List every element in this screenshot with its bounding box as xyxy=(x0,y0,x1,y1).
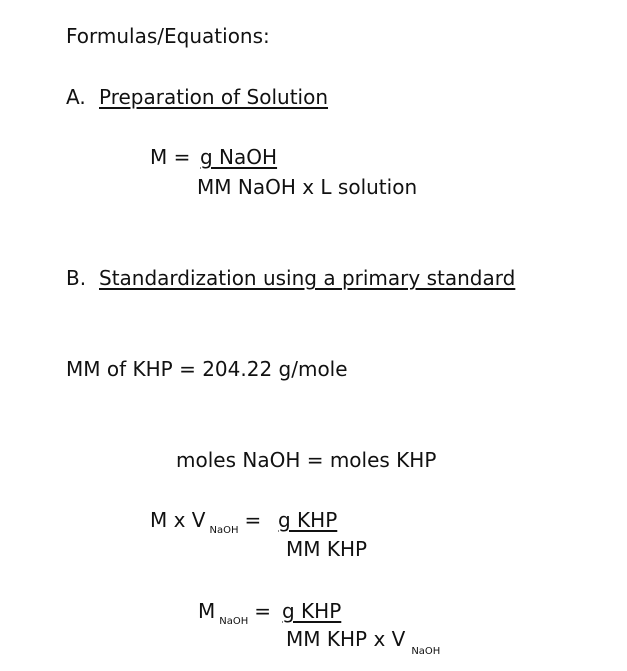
section-b-letter: B. xyxy=(66,266,87,290)
equation1-equals: = xyxy=(244,508,262,532)
formula-a-denominator: MM NaOH x L solution xyxy=(197,175,418,199)
equation2-denominator-subscript: NaOH xyxy=(411,646,441,657)
equation1-lhs-text: M x V xyxy=(150,508,206,532)
equation2-equals: = xyxy=(254,599,272,623)
section-a-title: Preparation of Solution xyxy=(99,85,329,109)
equation1-denominator: MM KHP xyxy=(286,537,368,561)
khp-molar-mass: MM of KHP = 204.22 g/mole xyxy=(66,357,348,381)
equation2-numerator: g KHP xyxy=(282,599,342,623)
equation2-lhs-text: M xyxy=(198,599,216,623)
section-b-title: Standardization using a primary standard xyxy=(99,266,516,290)
section-a-letter: A. xyxy=(66,85,86,109)
page-heading: Formulas/Equations: xyxy=(66,24,270,48)
formula-a-lhs: M = xyxy=(150,145,191,169)
equation2-lhs-subscript: NaOH xyxy=(219,616,249,627)
equation2-denominator-text: MM KHP x V xyxy=(286,627,406,651)
equation2-denominator xyxy=(286,627,440,664)
mole-equality: moles NaOH = moles KHP xyxy=(176,448,437,472)
formula-a-numerator: g NaOH xyxy=(200,145,278,169)
equation2-lhs xyxy=(198,599,271,634)
equation1-lhs-subscript: NaOH xyxy=(209,525,239,536)
equation1-lhs xyxy=(150,508,261,543)
equation1-numerator: g KHP xyxy=(278,508,338,532)
